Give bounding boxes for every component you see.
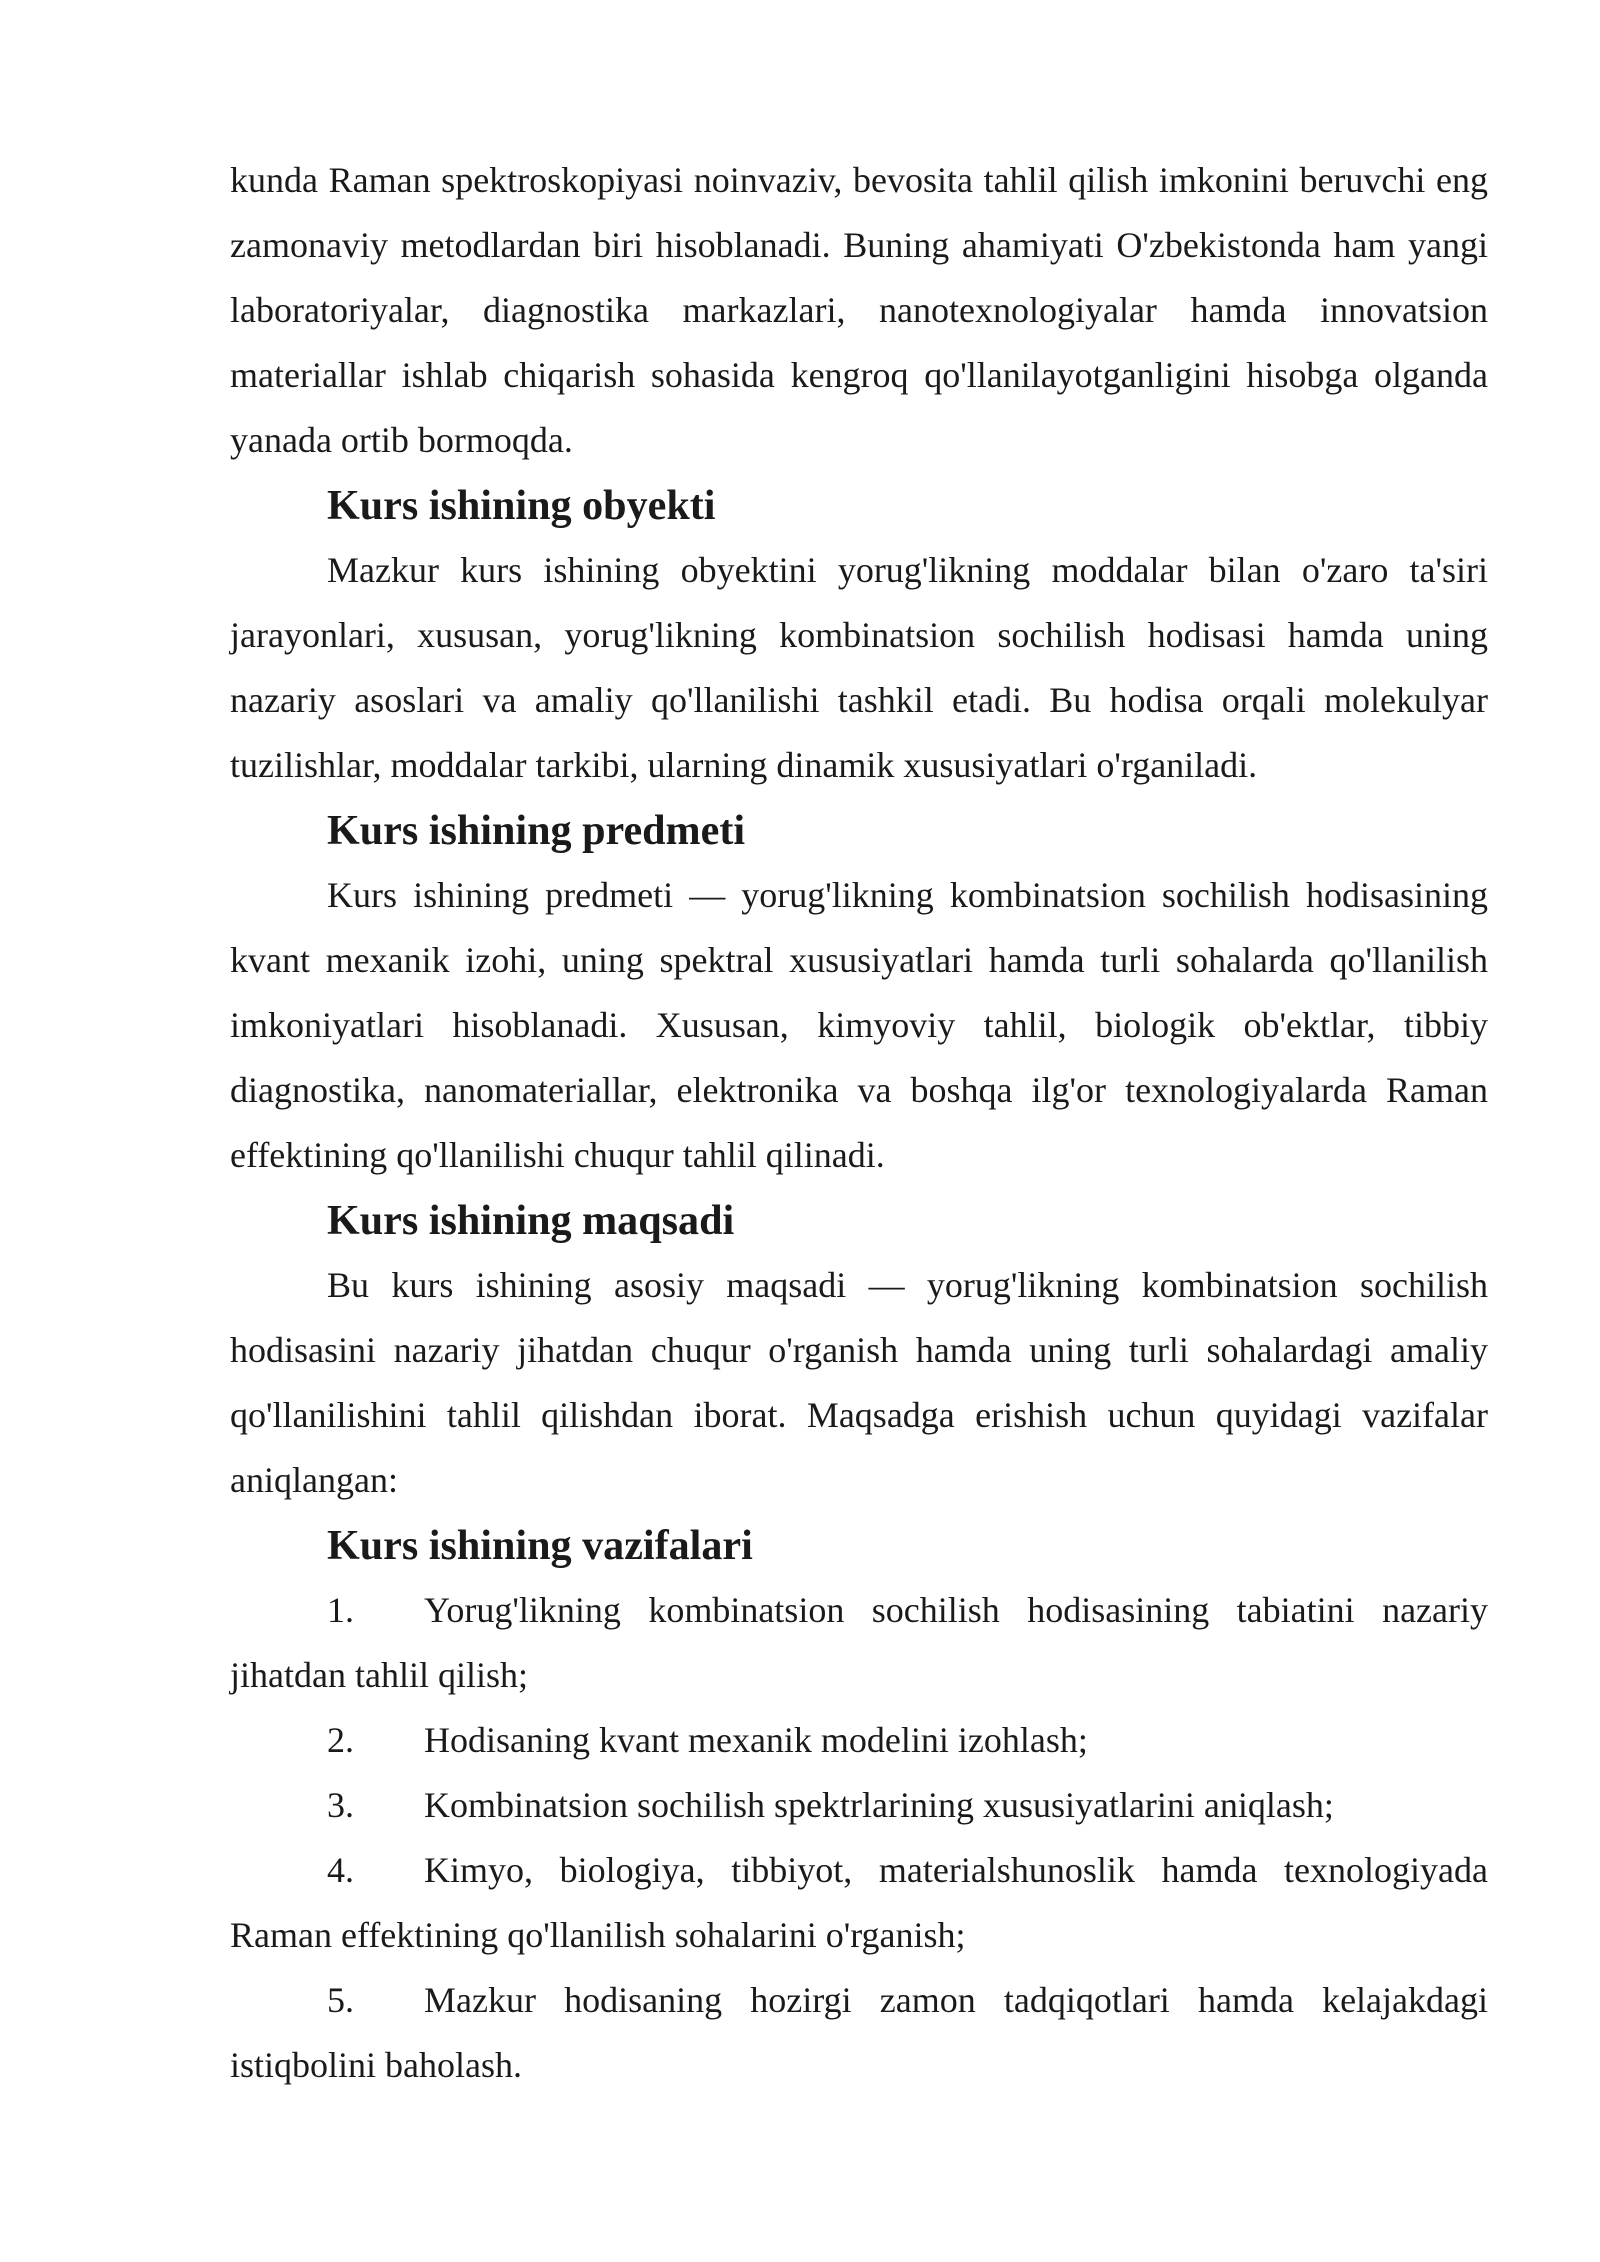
list-item-number: 1.: [327, 1590, 354, 1630]
list-item-number: 5.: [327, 1980, 354, 2020]
list-item-number: 4.: [327, 1850, 354, 1890]
list-item: [230, 1708, 1488, 1773]
section-heading-tasks: Kurs ishining vazifalari: [327, 1522, 753, 1569]
section-paragraph-goal: Bu kurs ishining asosiy maqsadi — yorug'likning kombinatsion sochilish hodisasini nazariy jihatdan chuqur o'rganish hamda uning turli sohalardagi amaliy qo'llanilishini tahlil qilishdan iborat. Maqsadga erishish uchun quyidagi vazifalar aniqlangan:: [230, 1265, 1488, 1500]
section-heading-subject: Kurs ishining predmeti: [327, 807, 746, 854]
list-item: [230, 1773, 1488, 1838]
list-item: [230, 1968, 1488, 2098]
list-item-text: Kombinatsion sochilish spektrlarining xususiyatlarini aniqlash;: [424, 1785, 1334, 1825]
list-item-text: Kimyo, biologiya, tibbiyot, materialshunoslik hamda texnologiyada Raman effektining qo'llanilish sohalarini o'rganish;: [230, 1850, 1488, 1955]
section-paragraph-subject: Kurs ishining predmeti — yorug'likning kombinatsion sochilish hodisasining kvant mexanik izohi, uning spektral xususiyatlari hamda turli sohalarda qo'llanilish imkoniyatlari hisoblanadi. Xususan, kimyoviy tahlil, biologik ob'ektlar, tibbiy diagnostika, nanomateriallar, elektronika va boshqa ilg'or texnologiyalarda Raman effektining qo'llanilishi chuqur tahlil qilinadi.: [230, 875, 1488, 1175]
list-item: [230, 1578, 1488, 1708]
list-item-number: 3.: [327, 1785, 354, 1825]
section-paragraph-object: Mazkur kurs ishining obyektini yorug'likning moddalar bilan o'zaro ta'siri jarayonlari, xususan, yorug'likning kombinatsion sochilish hodisasi hamda uning nazariy asoslari va amaliy qo'llanilishi tashkil etadi. Bu hodisa orqali molekulyar tuzilishlar, moddalar tarkibi, ularning dinamik xususiyatlari o'rganiladi.: [230, 550, 1488, 785]
document-page: [230, 148, 1488, 2098]
intro-paragraph: kunda Raman spektroskopiyasi noinvaziv, bevosita tahlil qilish imkonini beruvchi eng zamonaviy metodlardan biri hisoblanadi. Buning ahamiyati O'zbekistonda ham yangi laboratoriyalar, diagnostika markazlari, nanotexnologiyalar hamda innovatsion materiallar ishlab chiqarish sohasida kengroq qo'llanilayotganligini hisobga olganda yanada ortib bormoqda.: [230, 160, 1488, 460]
list-item: [230, 1838, 1488, 1968]
list-item-number: 2.: [327, 1720, 354, 1760]
tasks-list: [230, 1578, 1488, 2098]
section-heading-object: Kurs ishining obyekti: [327, 482, 716, 529]
list-item-text: Mazkur hodisaning hozirgi zamon tadqiqotlari hamda kelajakdagi istiqbolini baholash.: [230, 1980, 1488, 2085]
section-heading-goal: Kurs ishining maqsadi: [327, 1197, 735, 1244]
list-item-text: Yorug'likning kombinatsion sochilish hodisasining tabiatini nazariy jihatdan tahlil qilish;: [230, 1590, 1488, 1695]
list-item-text: Hodisaning kvant mexanik modelini izohlash;: [424, 1720, 1088, 1760]
